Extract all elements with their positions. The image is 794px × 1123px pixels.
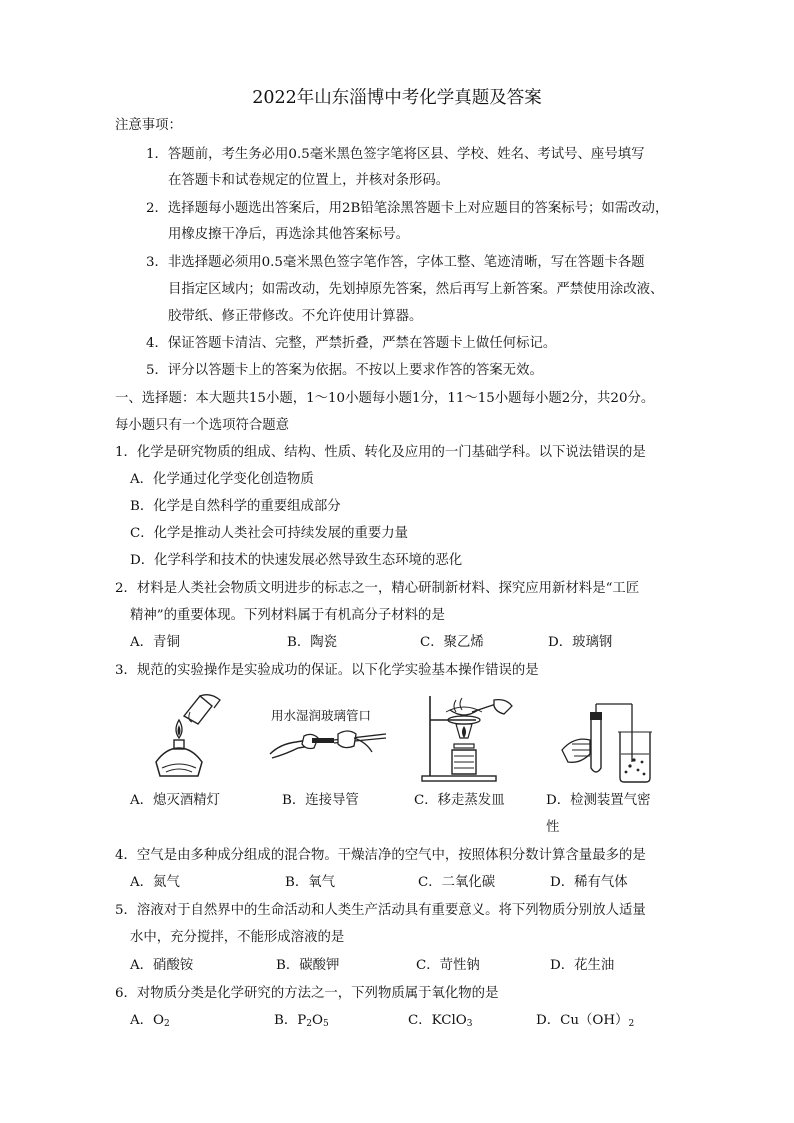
question-stem: 4．空气是由多种成分组成的混合物。干燥洁净的空气中，按照体积分数计算含量最多的是 bbox=[115, 848, 646, 863]
tube-connection-figure bbox=[268, 724, 388, 760]
figure-label: 用水湿润玻璃管口 bbox=[271, 708, 372, 723]
section-note: 每小题只有一个选项符合题意 bbox=[115, 418, 290, 433]
question-stem: 1．化学是研究物质的组成、结构、性质、转化及应用的一门基础学科。以下说法错误的是 bbox=[115, 445, 646, 460]
option-b: B．陶瓷 bbox=[287, 635, 338, 650]
question-stem: 3．规范的实验操作是实验成功的保证。以下化学实验基本操作错误的是 bbox=[115, 663, 539, 678]
option-b: B．化学是自然科学的重要组成部分 bbox=[130, 499, 341, 514]
option-a: A．$O_2$ bbox=[130, 1013, 170, 1029]
notice-line: 在答题卡和试卷规定的位置上，并核对条形码。 bbox=[168, 173, 450, 188]
option-b: B．碳酸钾 bbox=[276, 958, 340, 973]
notice-line: 4．保证答题卡清洁、完整，严禁折叠，严禁在答题卡上做任何标记。 bbox=[146, 336, 557, 351]
question-stem: 水中，充分搅拌，不能形成溶液的是 bbox=[130, 930, 345, 945]
option-d: D．花生油 bbox=[550, 958, 615, 973]
section-heading: 一、选择题：本大题共15小题，1～10小题每小题1分，11～15小题每小题2分，共20分。 bbox=[115, 391, 655, 406]
alcohol-lamp-figure bbox=[140, 692, 230, 782]
option-c: C．二氧化碳 bbox=[418, 875, 496, 890]
evaporating-dish-figure bbox=[416, 690, 516, 786]
option-d: D．玻璃钢 bbox=[548, 635, 613, 650]
option-d: D．化学科学和技术的快速发展必然导致生态环境的恶化 bbox=[130, 553, 463, 568]
notice-line: 胶带纸、修正带修改。不允许使用计算器。 bbox=[168, 309, 423, 324]
option-d: D．检测装置气密 bbox=[546, 793, 651, 808]
question-stem: 5．溶液对于自然界中的生命活动和人类生产活动具有重要意义。将下列物质分别放人适量 bbox=[115, 903, 646, 918]
notice-line: 目指定区域内；如需改动，先划掉原先答案，然后再写上新答案。严禁使用涂改液、 bbox=[168, 282, 664, 297]
option-a: A．青铜 bbox=[130, 635, 180, 650]
question-stem: 6．对物质分类是化学研究的方法之一，下列物质属于氧化物的是 bbox=[115, 986, 499, 1001]
page-title: 2022年山东淄博中考化学真题及答案 bbox=[252, 88, 542, 108]
option-d-continued: 性 bbox=[546, 820, 560, 835]
notice-line: 1．答题前，考生务必用0.5毫米黑色签字笔将区县、学校、姓名、考试号、座号填写 bbox=[146, 147, 645, 162]
notice-line: 用橡皮擦干净后，再选涂其他答案标号。 bbox=[168, 227, 410, 242]
airtightness-test-figure bbox=[560, 702, 656, 786]
option-a: A．硝酸铵 bbox=[130, 958, 194, 973]
option-b: B．$P_2O_5$ bbox=[274, 1013, 329, 1029]
option-c: C．KClO$_3$ bbox=[408, 1013, 473, 1029]
option-c: C．移走蒸发皿 bbox=[414, 793, 505, 808]
question-stem: 精神”的重要体现。下列材料属于有机高分子材料的是 bbox=[130, 608, 445, 623]
option-b: B．连接导管 bbox=[282, 793, 359, 808]
option-a: A．氮气 bbox=[130, 875, 180, 890]
option-a: A．熄灭酒精灯 bbox=[130, 793, 221, 808]
notice-line: 2．选择题每小题选出答案后，用2B铅笔涂黑答题卡上对应题目的答案标号；如需改动， bbox=[146, 201, 669, 216]
notice-line: 3．非选择题必须用0.5毫米黑色签字笔作答，字体工整、笔迹清晰，写在答题卡各题 bbox=[146, 255, 645, 270]
option-c: C．化学是推动人类社会可持续发展的重要力量 bbox=[130, 526, 409, 541]
notice-line: 5．评分以答题卡上的答案为依据。不按以上要求作答的答案无效。 bbox=[146, 363, 543, 378]
question-stem: 2．材料是人类社会物质文明进步的标志之一，精心研制新材料、探究应用新材料是“工匠 bbox=[115, 581, 640, 596]
option-d: D．稀有气体 bbox=[550, 875, 628, 890]
option-b: B．氧气 bbox=[285, 875, 336, 890]
option-d: D．$Cu(OH)_2$ bbox=[536, 1013, 635, 1029]
option-c: C．苛性钠 bbox=[416, 958, 480, 973]
notice-heading: 注意事项： bbox=[115, 118, 182, 133]
option-c: C．聚乙烯 bbox=[420, 635, 484, 650]
option-a: A．化学通过化学变化创造物质 bbox=[130, 472, 314, 487]
